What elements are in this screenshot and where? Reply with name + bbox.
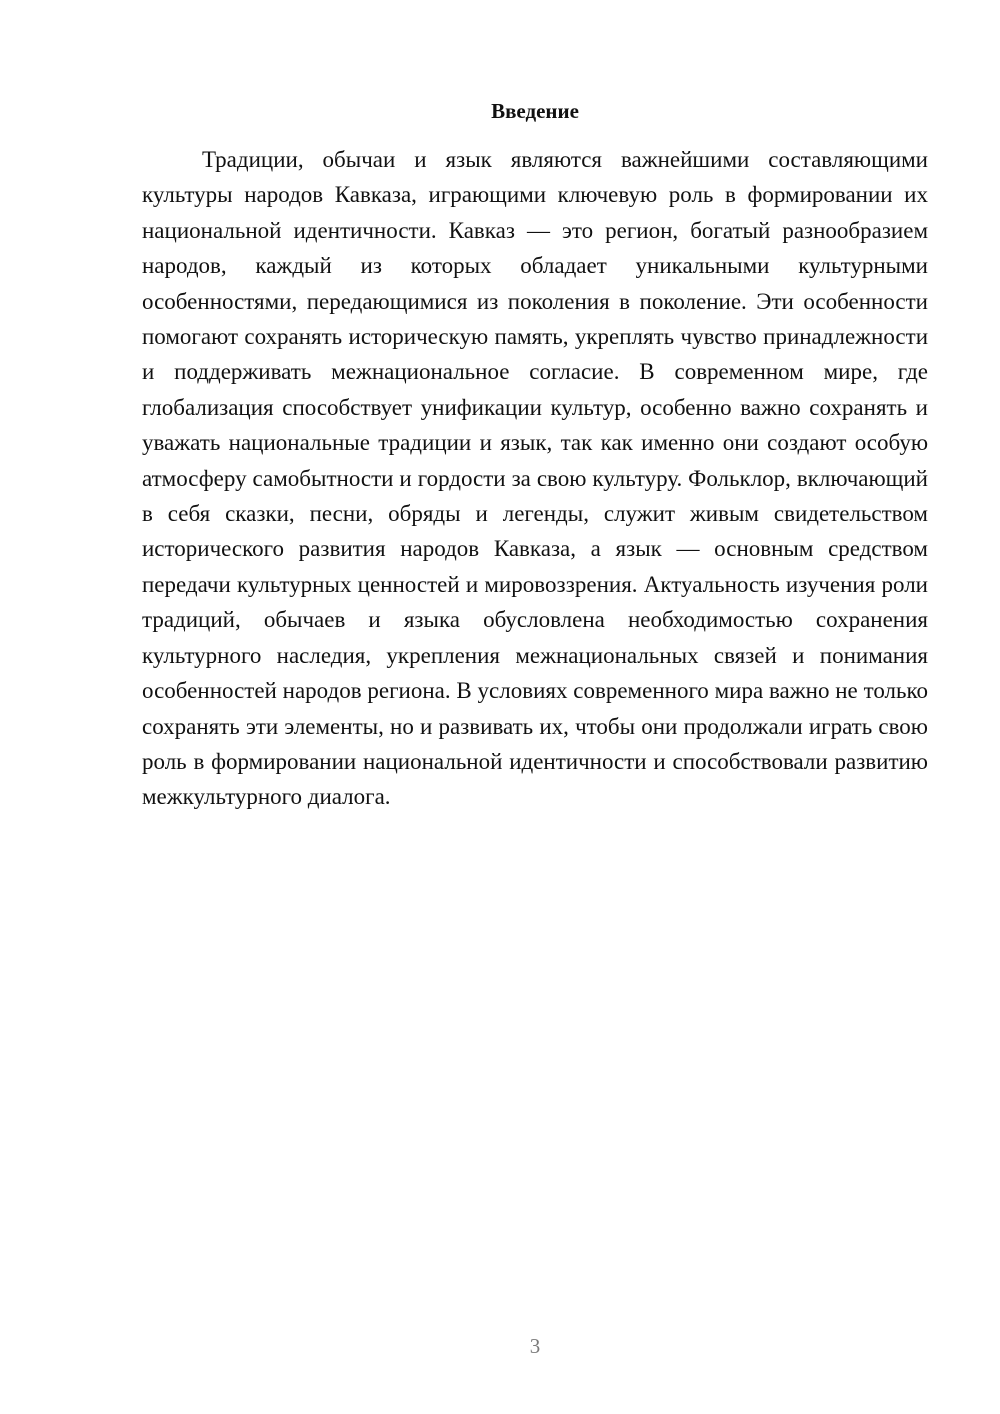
section-heading: Введение	[491, 99, 579, 123]
body-paragraph: Традиции, обычаи и язык являются важнейшими составляющими культуры народов Кавказа, играющими ключевую роль в формировании их национальной идентичности. Кавказ — это регион, богатый разнообразием народов, каждый из которых обладает уникальными культурными особенностями, передающимися из поколения в поколение. Эти особенности помогают сохранять историческую память, укреплять чувство принадлежности и поддерживать межнациональное согласие. В современном мире, где глобализация способствует унификации культур, особенно важно сохранять и уважать национальные традиции и язык, так как именно они создают особую атмосферу самобытности и гордости за свою культуру. Фольклор, включающий в себя сказки, песни, обряды и легенды, служит живым свидетельством исторического развития народов Кавказа, а язык — основным средством передачи культурных ценностей и мировоззрения. Актуальность изучения роли традиций, обычаев и языка обусловлена необходимостью сохранения культурного наследия, укрепления межнациональных связей и понимания особенностей народов региона. В условиях современного мира важно не только сохранять эти элементы, но и развивать их, чтобы они продолжали играть свою роль в формировании национальной идентичности и способствовали развитию межкультурного диалога.	[142, 147, 928, 810]
page-number: 3	[529, 1334, 541, 1358]
